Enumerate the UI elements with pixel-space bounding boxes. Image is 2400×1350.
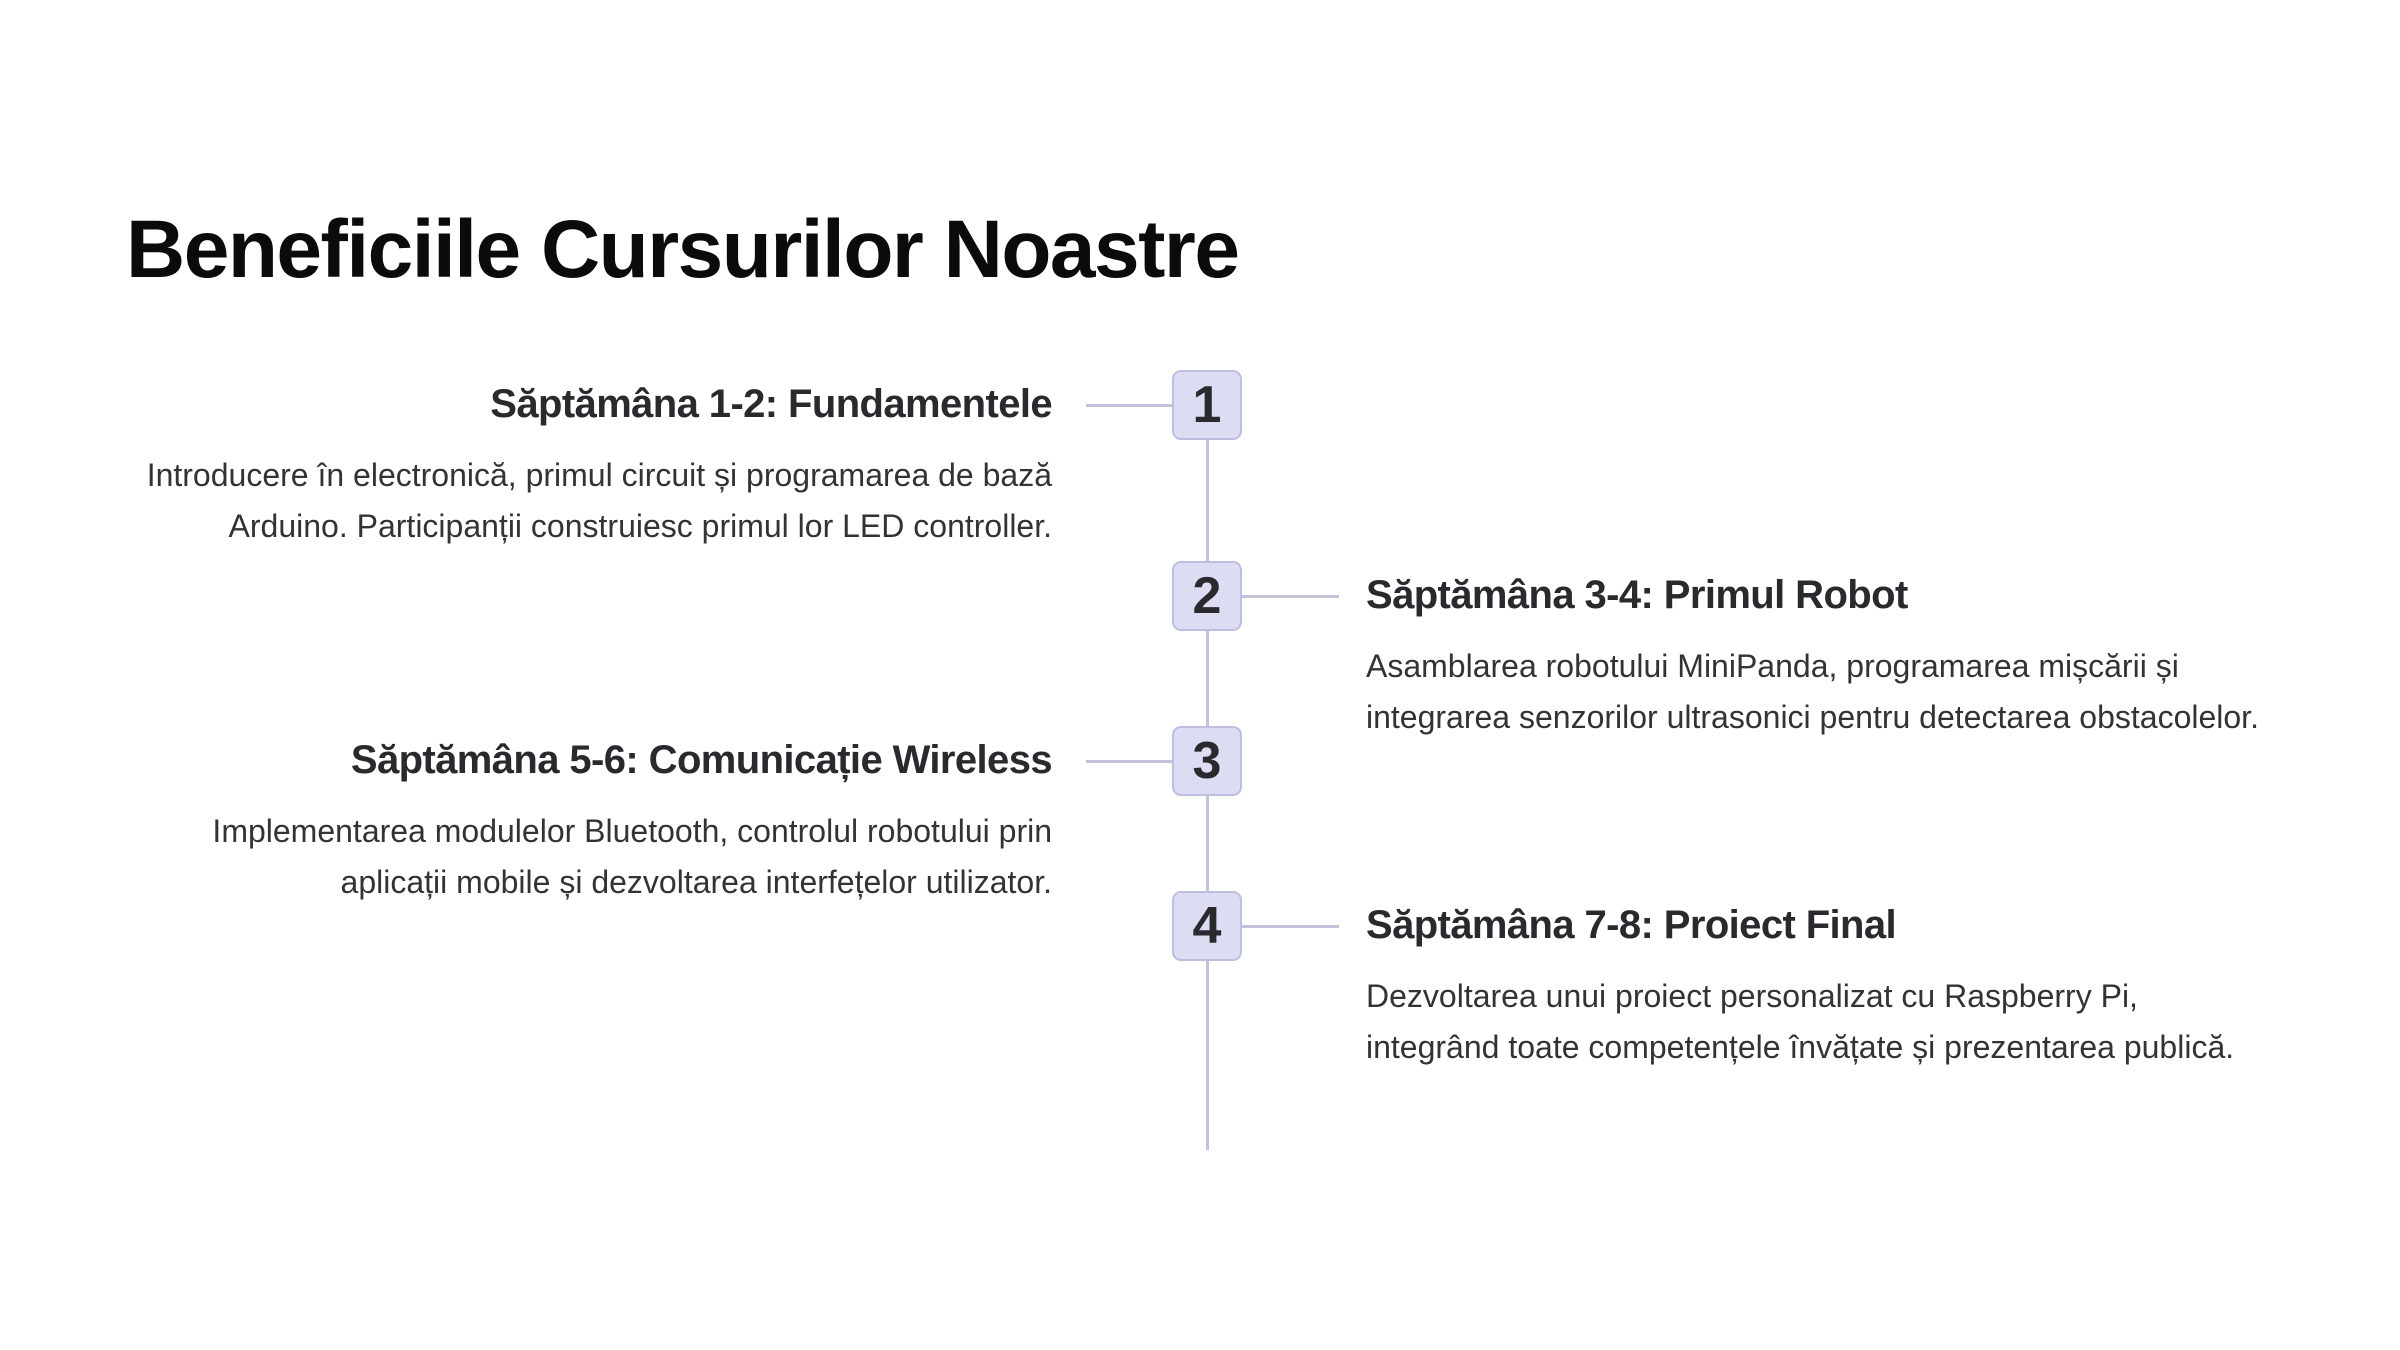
step-title: Săptămâna 7-8: Proiect Final (1366, 903, 1897, 947)
step-description-line: integrând toate competențele învățate și prezentarea publică. (1366, 1029, 2235, 1065)
step-title: Săptămâna 1-2: Fundamentele (490, 382, 1052, 426)
step-connector (1086, 404, 1174, 407)
step-title: Săptămâna 3-4: Primul Robot (1366, 573, 1908, 617)
step-title: Săptămâna 5-6: Comunicație Wireless (350, 738, 1052, 782)
step-description-line: Arduino. Participanții construiesc primul lor LED controller. (228, 508, 1052, 544)
step-description (52, 450, 1052, 552)
step-connector (1240, 925, 1339, 928)
step-number-badge: 2 (1172, 561, 1242, 631)
step-card (52, 736, 1052, 908)
step-description-line: Introducere în electronică, primul circuit și programarea de bază (146, 457, 1052, 493)
step-description (1366, 641, 2366, 743)
page-title: Beneficiile Cursurilor Noastre (126, 204, 1239, 295)
step-number-badge: 4 (1172, 891, 1242, 961)
step-card (1366, 571, 2366, 743)
step-connector (1240, 595, 1339, 598)
step-card (1366, 901, 2366, 1073)
step-description-line: integrarea senzorilor ultrasonici pentru detectarea obstacolelor. (1366, 699, 2259, 735)
step-description-line: Dezvoltarea unui proiect personalizat cu Raspberry Pi, (1366, 978, 2138, 1014)
step-connector (1086, 760, 1174, 763)
step-description-line: Asamblarea robotului MiniPanda, programarea mișcării și (1366, 648, 2179, 684)
step-description-line: Implementarea modulelor Bluetooth, controlul robotului prin (212, 813, 1052, 849)
step-description-line: aplicații mobile și dezvoltarea interfețelor utilizator. (340, 864, 1052, 900)
step-description (52, 806, 1052, 908)
step-card (52, 380, 1052, 552)
step-description (1366, 971, 2366, 1073)
step-number-badge: 3 (1172, 726, 1242, 796)
step-number-badge: 1 (1172, 370, 1242, 440)
